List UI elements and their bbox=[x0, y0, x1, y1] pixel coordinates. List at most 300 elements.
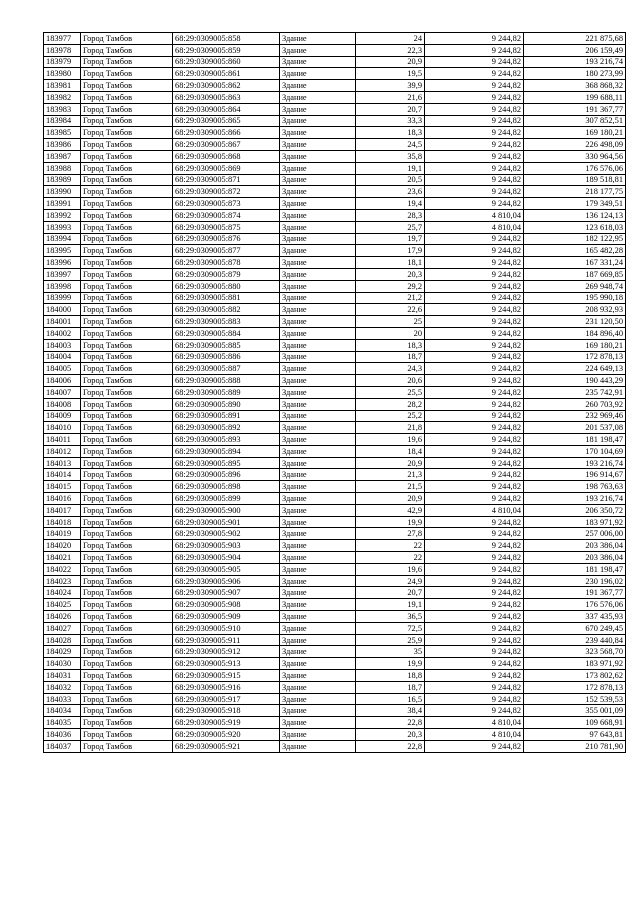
cadastral-value-cell: 179 349,51 bbox=[524, 198, 626, 210]
specific-value-cell: 9 244,82 bbox=[425, 434, 524, 446]
cadastral-value-cell: 260 703,92 bbox=[524, 398, 626, 410]
cadastral-value-cell: 180 273,99 bbox=[524, 68, 626, 80]
object-type-cell: Здание bbox=[280, 434, 356, 446]
object-type-cell: Здание bbox=[280, 339, 356, 351]
object-type-cell: Здание bbox=[280, 445, 356, 457]
specific-value-cell: 9 244,82 bbox=[425, 493, 524, 505]
area-cell: 20,3 bbox=[356, 268, 425, 280]
object-type-cell: Здание bbox=[280, 162, 356, 174]
row-number-cell: 184000 bbox=[44, 304, 81, 316]
cadastral-number-cell: 68:29:0309005:883 bbox=[173, 316, 280, 328]
area-cell: 39,9 bbox=[356, 80, 425, 92]
specific-value-cell: 9 244,82 bbox=[425, 740, 524, 752]
object-type-cell: Здание bbox=[280, 693, 356, 705]
cadastral-number-cell: 68:29:0309005:887 bbox=[173, 363, 280, 375]
table-row bbox=[44, 740, 626, 752]
row-number-cell: 184020 bbox=[44, 540, 81, 552]
area-cell: 20,9 bbox=[356, 56, 425, 68]
table-row bbox=[44, 91, 626, 103]
locality-cell: Город Тамбов bbox=[81, 705, 173, 717]
row-number-cell: 184027 bbox=[44, 622, 81, 634]
area-cell: 25 bbox=[356, 316, 425, 328]
table-body bbox=[44, 33, 626, 753]
area-cell: 17,9 bbox=[356, 245, 425, 257]
row-number-cell: 184023 bbox=[44, 575, 81, 587]
specific-value-cell: 9 244,82 bbox=[425, 646, 524, 658]
area-cell: 22 bbox=[356, 540, 425, 552]
table-row bbox=[44, 622, 626, 634]
object-type-cell: Здание bbox=[280, 56, 356, 68]
row-number-cell: 184007 bbox=[44, 386, 81, 398]
cadastral-number-cell: 68:29:0309005:875 bbox=[173, 221, 280, 233]
object-type-cell: Здание bbox=[280, 469, 356, 481]
cadastral-number-cell: 68:29:0309005:868 bbox=[173, 150, 280, 162]
area-cell: 20,3 bbox=[356, 729, 425, 741]
row-number-cell: 183994 bbox=[44, 233, 81, 245]
table-row bbox=[44, 363, 626, 375]
specific-value-cell: 4 810,04 bbox=[425, 717, 524, 729]
locality-cell: Город Тамбов bbox=[81, 186, 173, 198]
locality-cell: Город Тамбов bbox=[81, 209, 173, 221]
table-row bbox=[44, 504, 626, 516]
cadastral-number-cell: 68:29:0309005:901 bbox=[173, 516, 280, 528]
row-number-cell: 183999 bbox=[44, 292, 81, 304]
row-number-cell: 184021 bbox=[44, 552, 81, 564]
area-cell: 22 bbox=[356, 552, 425, 564]
cadastral-number-cell: 68:29:0309005:903 bbox=[173, 540, 280, 552]
specific-value-cell: 9 244,82 bbox=[425, 375, 524, 387]
area-cell: 29,2 bbox=[356, 280, 425, 292]
object-type-cell: Здание bbox=[280, 410, 356, 422]
cadastral-value-cell: 136 124,13 bbox=[524, 209, 626, 221]
table-row bbox=[44, 587, 626, 599]
row-number-cell: 184037 bbox=[44, 740, 81, 752]
specific-value-cell: 9 244,82 bbox=[425, 68, 524, 80]
locality-cell: Город Тамбов bbox=[81, 599, 173, 611]
locality-cell: Город Тамбов bbox=[81, 257, 173, 269]
cadastral-value-cell: 193 216,74 bbox=[524, 493, 626, 505]
table-row bbox=[44, 729, 626, 741]
specific-value-cell: 9 244,82 bbox=[425, 563, 524, 575]
cadastral-value-cell: 224 649,13 bbox=[524, 363, 626, 375]
object-type-cell: Здание bbox=[280, 233, 356, 245]
locality-cell: Город Тамбов bbox=[81, 611, 173, 623]
locality-cell: Город Тамбов bbox=[81, 233, 173, 245]
cadastral-number-cell: 68:29:0309005:864 bbox=[173, 103, 280, 115]
specific-value-cell: 9 244,82 bbox=[425, 705, 524, 717]
object-type-cell: Здание bbox=[280, 528, 356, 540]
row-number-cell: 184035 bbox=[44, 717, 81, 729]
object-type-cell: Здание bbox=[280, 587, 356, 599]
area-cell: 25,7 bbox=[356, 221, 425, 233]
cadastral-value-cell: 330 964,56 bbox=[524, 150, 626, 162]
table-row bbox=[44, 705, 626, 717]
cadastral-value-cell: 195 990,18 bbox=[524, 292, 626, 304]
table-row bbox=[44, 540, 626, 552]
specific-value-cell: 9 244,82 bbox=[425, 587, 524, 599]
cadastral-number-cell: 68:29:0309005:862 bbox=[173, 80, 280, 92]
row-number-cell: 183987 bbox=[44, 150, 81, 162]
cadastral-value-cell: 230 196,02 bbox=[524, 575, 626, 587]
table-row bbox=[44, 245, 626, 257]
row-number-cell: 184010 bbox=[44, 422, 81, 434]
table-row bbox=[44, 257, 626, 269]
locality-cell: Город Тамбов bbox=[81, 528, 173, 540]
locality-cell: Город Тамбов bbox=[81, 493, 173, 505]
row-number-cell: 183990 bbox=[44, 186, 81, 198]
locality-cell: Город Тамбов bbox=[81, 245, 173, 257]
cadastral-number-cell: 68:29:0309005:898 bbox=[173, 481, 280, 493]
cadastral-number-cell: 68:29:0309005:921 bbox=[173, 740, 280, 752]
object-type-cell: Здание bbox=[280, 481, 356, 493]
row-number-cell: 184025 bbox=[44, 599, 81, 611]
specific-value-cell: 9 244,82 bbox=[425, 127, 524, 139]
cadastral-number-cell: 68:29:0309005:912 bbox=[173, 646, 280, 658]
cadastral-value-cell: 670 249,45 bbox=[524, 622, 626, 634]
object-type-cell: Здание bbox=[280, 681, 356, 693]
cadastral-value-cell: 176 576,06 bbox=[524, 162, 626, 174]
object-type-cell: Здание bbox=[280, 611, 356, 623]
table-row bbox=[44, 528, 626, 540]
row-number-cell: 184004 bbox=[44, 351, 81, 363]
locality-cell: Город Тамбов bbox=[81, 316, 173, 328]
cadastral-number-cell: 68:29:0309005:919 bbox=[173, 717, 280, 729]
locality-cell: Город Тамбов bbox=[81, 162, 173, 174]
row-number-cell: 184011 bbox=[44, 434, 81, 446]
cadastral-number-cell: 68:29:0309005:876 bbox=[173, 233, 280, 245]
area-cell: 25,9 bbox=[356, 634, 425, 646]
object-type-cell: Здание bbox=[280, 257, 356, 269]
row-number-cell: 183988 bbox=[44, 162, 81, 174]
specific-value-cell: 9 244,82 bbox=[425, 611, 524, 623]
locality-cell: Город Тамбов bbox=[81, 339, 173, 351]
cadastral-number-cell: 68:29:0309005:881 bbox=[173, 292, 280, 304]
object-type-cell: Здание bbox=[280, 457, 356, 469]
area-cell: 19,6 bbox=[356, 563, 425, 575]
cadastral-number-cell: 68:29:0309005:906 bbox=[173, 575, 280, 587]
cadastral-number-cell: 68:29:0309005:885 bbox=[173, 339, 280, 351]
table-row bbox=[44, 658, 626, 670]
cadastral-number-cell: 68:29:0309005:863 bbox=[173, 91, 280, 103]
cadastral-number-cell: 68:29:0309005:860 bbox=[173, 56, 280, 68]
cadastral-value-cell: 196 914,67 bbox=[524, 469, 626, 481]
cadastral-value-cell: 172 878,13 bbox=[524, 681, 626, 693]
cadastral-number-cell: 68:29:0309005:893 bbox=[173, 434, 280, 446]
table-row bbox=[44, 292, 626, 304]
cadastral-value-cell: 201 537,08 bbox=[524, 422, 626, 434]
row-number-cell: 184009 bbox=[44, 410, 81, 422]
object-type-cell: Здание bbox=[280, 670, 356, 682]
row-number-cell: 183993 bbox=[44, 221, 81, 233]
locality-cell: Город Тамбов bbox=[81, 386, 173, 398]
table-row bbox=[44, 375, 626, 387]
cadastral-number-cell: 68:29:0309005:890 bbox=[173, 398, 280, 410]
table-row bbox=[44, 481, 626, 493]
locality-cell: Город Тамбов bbox=[81, 445, 173, 457]
area-cell: 33,3 bbox=[356, 115, 425, 127]
area-cell: 42,9 bbox=[356, 504, 425, 516]
cadastral-number-cell: 68:29:0309005:877 bbox=[173, 245, 280, 257]
object-type-cell: Здание bbox=[280, 729, 356, 741]
cadastral-value-cell: 172 878,13 bbox=[524, 351, 626, 363]
cadastral-number-cell: 68:29:0309005:874 bbox=[173, 209, 280, 221]
area-cell: 16,5 bbox=[356, 693, 425, 705]
area-cell: 19,5 bbox=[356, 68, 425, 80]
area-cell: 21,6 bbox=[356, 91, 425, 103]
area-cell: 24 bbox=[356, 33, 425, 45]
area-cell: 19,4 bbox=[356, 198, 425, 210]
cadastral-value-cell: 167 331,24 bbox=[524, 257, 626, 269]
object-type-cell: Здание bbox=[280, 504, 356, 516]
area-cell: 18,7 bbox=[356, 681, 425, 693]
area-cell: 24,3 bbox=[356, 363, 425, 375]
row-number-cell: 184034 bbox=[44, 705, 81, 717]
locality-cell: Город Тамбов bbox=[81, 410, 173, 422]
cadastral-value-cell: 173 802,62 bbox=[524, 670, 626, 682]
table-row bbox=[44, 339, 626, 351]
cadastral-value-cell: 231 120,50 bbox=[524, 316, 626, 328]
cadastral-value-cell: 210 781,90 bbox=[524, 740, 626, 752]
row-number-cell: 183979 bbox=[44, 56, 81, 68]
cadastral-number-cell: 68:29:0309005:915 bbox=[173, 670, 280, 682]
row-number-cell: 184013 bbox=[44, 457, 81, 469]
cadastral-number-cell: 68:29:0309005:894 bbox=[173, 445, 280, 457]
locality-cell: Город Тамбов bbox=[81, 457, 173, 469]
row-number-cell: 183995 bbox=[44, 245, 81, 257]
table-row bbox=[44, 351, 626, 363]
cadastral-value-table bbox=[43, 32, 626, 753]
object-type-cell: Здание bbox=[280, 33, 356, 45]
cadastral-value-cell: 226 498,09 bbox=[524, 139, 626, 151]
area-cell: 21,8 bbox=[356, 422, 425, 434]
locality-cell: Город Тамбов bbox=[81, 552, 173, 564]
table-row bbox=[44, 103, 626, 115]
cadastral-value-cell: 152 539,53 bbox=[524, 693, 626, 705]
locality-cell: Город Тамбов bbox=[81, 268, 173, 280]
specific-value-cell: 9 244,82 bbox=[425, 422, 524, 434]
locality-cell: Город Тамбов bbox=[81, 670, 173, 682]
cadastral-value-cell: 169 180,21 bbox=[524, 339, 626, 351]
object-type-cell: Здание bbox=[280, 103, 356, 115]
cadastral-value-cell: 165 482,28 bbox=[524, 245, 626, 257]
cadastral-number-cell: 68:29:0309005:859 bbox=[173, 44, 280, 56]
row-number-cell: 184002 bbox=[44, 327, 81, 339]
specific-value-cell: 9 244,82 bbox=[425, 103, 524, 115]
area-cell: 19,9 bbox=[356, 658, 425, 670]
object-type-cell: Здание bbox=[280, 209, 356, 221]
object-type-cell: Здание bbox=[280, 186, 356, 198]
specific-value-cell: 9 244,82 bbox=[425, 386, 524, 398]
area-cell: 20,7 bbox=[356, 103, 425, 115]
area-cell: 19,7 bbox=[356, 233, 425, 245]
table-row bbox=[44, 209, 626, 221]
specific-value-cell: 9 244,82 bbox=[425, 398, 524, 410]
table-row bbox=[44, 469, 626, 481]
object-type-cell: Здание bbox=[280, 268, 356, 280]
cadastral-value-cell: 189 518,81 bbox=[524, 174, 626, 186]
table-row bbox=[44, 68, 626, 80]
area-cell: 23,6 bbox=[356, 186, 425, 198]
row-number-cell: 183980 bbox=[44, 68, 81, 80]
specific-value-cell: 9 244,82 bbox=[425, 410, 524, 422]
area-cell: 20,9 bbox=[356, 457, 425, 469]
object-type-cell: Здание bbox=[280, 740, 356, 752]
row-number-cell: 184018 bbox=[44, 516, 81, 528]
area-cell: 18,3 bbox=[356, 339, 425, 351]
cadastral-value-cell: 337 435,93 bbox=[524, 611, 626, 623]
specific-value-cell: 9 244,82 bbox=[425, 56, 524, 68]
row-number-cell: 184003 bbox=[44, 339, 81, 351]
area-cell: 28,3 bbox=[356, 209, 425, 221]
cadastral-value-cell: 170 104,69 bbox=[524, 445, 626, 457]
cadastral-number-cell: 68:29:0309005:879 bbox=[173, 268, 280, 280]
specific-value-cell: 9 244,82 bbox=[425, 575, 524, 587]
object-type-cell: Здание bbox=[280, 150, 356, 162]
table-row bbox=[44, 162, 626, 174]
specific-value-cell: 9 244,82 bbox=[425, 599, 524, 611]
cadastral-value-cell: 183 971,92 bbox=[524, 516, 626, 528]
table-row bbox=[44, 693, 626, 705]
specific-value-cell: 9 244,82 bbox=[425, 257, 524, 269]
cadastral-number-cell: 68:29:0309005:910 bbox=[173, 622, 280, 634]
row-number-cell: 183984 bbox=[44, 115, 81, 127]
row-number-cell: 184028 bbox=[44, 634, 81, 646]
row-number-cell: 183996 bbox=[44, 257, 81, 269]
table-row bbox=[44, 516, 626, 528]
table-row bbox=[44, 280, 626, 292]
area-cell: 19,1 bbox=[356, 162, 425, 174]
area-cell: 18,8 bbox=[356, 670, 425, 682]
specific-value-cell: 9 244,82 bbox=[425, 327, 524, 339]
cadastral-number-cell: 68:29:0309005:888 bbox=[173, 375, 280, 387]
locality-cell: Город Тамбов bbox=[81, 681, 173, 693]
specific-value-cell: 9 244,82 bbox=[425, 80, 524, 92]
area-cell: 21,5 bbox=[356, 481, 425, 493]
table-row bbox=[44, 670, 626, 682]
cadastral-value-cell: 191 367,77 bbox=[524, 587, 626, 599]
row-number-cell: 184032 bbox=[44, 681, 81, 693]
locality-cell: Город Тамбов bbox=[81, 33, 173, 45]
area-cell: 25,2 bbox=[356, 410, 425, 422]
table-row bbox=[44, 233, 626, 245]
specific-value-cell: 9 244,82 bbox=[425, 198, 524, 210]
row-number-cell: 184026 bbox=[44, 611, 81, 623]
row-number-cell: 183992 bbox=[44, 209, 81, 221]
row-number-cell: 183977 bbox=[44, 33, 81, 45]
table-row bbox=[44, 139, 626, 151]
cadastral-value-cell: 97 643,81 bbox=[524, 729, 626, 741]
row-number-cell: 183981 bbox=[44, 80, 81, 92]
object-type-cell: Здание bbox=[280, 198, 356, 210]
locality-cell: Город Тамбов bbox=[81, 622, 173, 634]
row-number-cell: 184029 bbox=[44, 646, 81, 658]
locality-cell: Город Тамбов bbox=[81, 68, 173, 80]
cadastral-number-cell: 68:29:0309005:916 bbox=[173, 681, 280, 693]
cadastral-number-cell: 68:29:0309005:869 bbox=[173, 162, 280, 174]
cadastral-value-cell: 206 350,72 bbox=[524, 504, 626, 516]
object-type-cell: Здание bbox=[280, 363, 356, 375]
locality-cell: Город Тамбов bbox=[81, 575, 173, 587]
table-row bbox=[44, 445, 626, 457]
specific-value-cell: 9 244,82 bbox=[425, 162, 524, 174]
locality-cell: Город Тамбов bbox=[81, 91, 173, 103]
table-row bbox=[44, 599, 626, 611]
area-cell: 20,7 bbox=[356, 587, 425, 599]
object-type-cell: Здание bbox=[280, 245, 356, 257]
area-cell: 18,7 bbox=[356, 351, 425, 363]
object-type-cell: Здание bbox=[280, 91, 356, 103]
locality-cell: Город Тамбов bbox=[81, 658, 173, 670]
cadastral-value-cell: 208 932,93 bbox=[524, 304, 626, 316]
specific-value-cell: 9 244,82 bbox=[425, 186, 524, 198]
object-type-cell: Здание bbox=[280, 221, 356, 233]
area-cell: 18,3 bbox=[356, 127, 425, 139]
cadastral-value-cell: 193 216,74 bbox=[524, 56, 626, 68]
cadastral-number-cell: 68:29:0309005:920 bbox=[173, 729, 280, 741]
object-type-cell: Здание bbox=[280, 563, 356, 575]
table-row bbox=[44, 198, 626, 210]
area-cell: 20 bbox=[356, 327, 425, 339]
row-number-cell: 184001 bbox=[44, 316, 81, 328]
cadastral-value-cell: 221 875,68 bbox=[524, 33, 626, 45]
cadastral-value-cell: 184 896,40 bbox=[524, 327, 626, 339]
cadastral-value-cell: 355 001,09 bbox=[524, 705, 626, 717]
row-number-cell: 183983 bbox=[44, 103, 81, 115]
cadastral-number-cell: 68:29:0309005:896 bbox=[173, 469, 280, 481]
cadastral-value-cell: 190 443,29 bbox=[524, 375, 626, 387]
locality-cell: Город Тамбов bbox=[81, 363, 173, 375]
row-number-cell: 183989 bbox=[44, 174, 81, 186]
cadastral-value-cell: 235 742,91 bbox=[524, 386, 626, 398]
specific-value-cell: 9 244,82 bbox=[425, 280, 524, 292]
cadastral-value-cell: 182 122,95 bbox=[524, 233, 626, 245]
specific-value-cell: 4 810,04 bbox=[425, 504, 524, 516]
row-number-cell: 183985 bbox=[44, 127, 81, 139]
object-type-cell: Здание bbox=[280, 44, 356, 56]
locality-cell: Город Тамбов bbox=[81, 540, 173, 552]
row-number-cell: 183991 bbox=[44, 198, 81, 210]
area-cell: 28,2 bbox=[356, 398, 425, 410]
locality-cell: Город Тамбов bbox=[81, 398, 173, 410]
cadastral-number-cell: 68:29:0309005:866 bbox=[173, 127, 280, 139]
cadastral-value-cell: 176 576,06 bbox=[524, 599, 626, 611]
object-type-cell: Здание bbox=[280, 80, 356, 92]
specific-value-cell: 9 244,82 bbox=[425, 339, 524, 351]
locality-cell: Город Тамбов bbox=[81, 481, 173, 493]
specific-value-cell: 9 244,82 bbox=[425, 44, 524, 56]
table-row bbox=[44, 552, 626, 564]
row-number-cell: 184024 bbox=[44, 587, 81, 599]
table-row bbox=[44, 268, 626, 280]
specific-value-cell: 9 244,82 bbox=[425, 233, 524, 245]
cadastral-value-cell: 203 386,04 bbox=[524, 540, 626, 552]
object-type-cell: Здание bbox=[280, 316, 356, 328]
cadastral-value-cell: 199 688,11 bbox=[524, 91, 626, 103]
cadastral-value-cell: 198 763,63 bbox=[524, 481, 626, 493]
row-number-cell: 184015 bbox=[44, 481, 81, 493]
row-number-cell: 184005 bbox=[44, 363, 81, 375]
table-row bbox=[44, 717, 626, 729]
area-cell: 22,8 bbox=[356, 717, 425, 729]
cadastral-value-cell: 232 969,46 bbox=[524, 410, 626, 422]
cadastral-number-cell: 68:29:0309005:902 bbox=[173, 528, 280, 540]
table-row bbox=[44, 115, 626, 127]
locality-cell: Город Тамбов bbox=[81, 80, 173, 92]
area-cell: 36,5 bbox=[356, 611, 425, 623]
locality-cell: Город Тамбов bbox=[81, 115, 173, 127]
cadastral-number-cell: 68:29:0309005:899 bbox=[173, 493, 280, 505]
locality-cell: Город Тамбов bbox=[81, 469, 173, 481]
